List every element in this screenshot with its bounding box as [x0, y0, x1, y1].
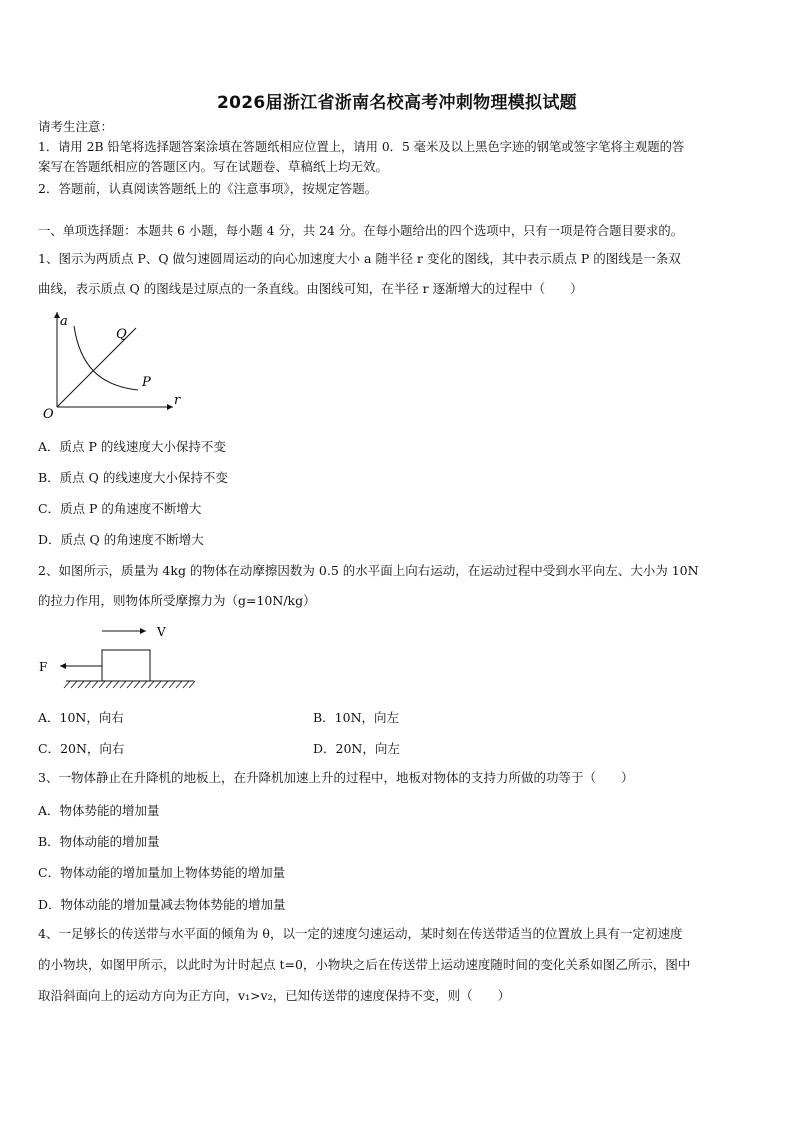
q3-option-d: D．物体动能的增加量减去物体势能的增加量	[38, 897, 286, 912]
page-title: 2026届浙江省浙南名校高考冲刺物理模拟试题	[217, 93, 577, 113]
question-1-line-2: 曲线，表示质点 Q 的图线是过原点的一条直线。由图线可知，在半径 r 逐渐增大的过程中（ ）	[38, 281, 583, 296]
notice-item-1-line-2: 案写在答题纸相应的答题区内。写在试题卷、草稿纸上均无效。	[38, 159, 389, 174]
origin-label: O	[43, 407, 54, 420]
q1-graph	[40, 308, 190, 420]
question-4-line-1: 4、一足够长的传送带与水平面的倾角为 θ，以一定的速度匀速运动，某时刻在传送带适当的位置放上具有一定初速度	[38, 926, 683, 941]
q1-option-d: D．质点 Q 的角速度不断增大	[38, 532, 204, 547]
force-label: F	[39, 660, 48, 674]
label-p: P	[142, 375, 151, 390]
q3-option-a: A．物体势能的增加量	[38, 803, 160, 818]
question-2-line-2: 的拉力作用，则物体所受摩擦力为（g=10N/kg）	[38, 593, 316, 608]
question-4-line-3: 取沿斜面向上的运动方向为正方向，v₁>v₂，已知传送带的速度保持不变，则（ ）	[38, 988, 511, 1003]
velocity-label: V	[157, 625, 166, 639]
q3-option-b: B．物体动能的增加量	[38, 834, 160, 849]
question-3-line-1: 3、一物体静止在升降机的地板上，在升降机加速上升的过程中，地板对物体的支持力所做的功等于（ ）	[38, 770, 634, 785]
q1-option-a: A．质点 P 的线速度大小保持不变	[38, 439, 226, 454]
question-1-line-1: 1、图示为两质点 P、Q 做匀速圆周运动的向心加速度大小 a 随半径 r 变化的图线，其中表示质点 P 的图线是一条双	[38, 251, 681, 266]
question-2-line-1: 2、如图所示，质量为 4kg 的物体在动摩擦因数为 0.5 的水平面上向右运动，在运动过程中受到水平向左、大小为 10N	[38, 563, 699, 578]
q2-option-c: C．20N，向右	[38, 741, 125, 756]
axis-label-r: r	[174, 393, 181, 408]
section-1-heading: 一、单项选择题：本题共 6 小题，每小题 4 分，共 24 分。在每小题给出的四个选项中，只有一项是符合题目要求的。	[38, 224, 683, 238]
q2-option-b: B．10N，向左	[313, 710, 400, 725]
block	[102, 650, 150, 681]
ground-hatching	[64, 681, 195, 688]
q2-figure	[36, 620, 201, 692]
label-q: Q	[116, 327, 127, 342]
notice-item-2: 2．答题前，认真阅读答题纸上的《注意事项》，按规定答题。	[38, 181, 378, 196]
axis-label-a: a	[60, 314, 68, 329]
question-4-line-2: 的小物块，如图甲所示，以此时为计时起点 t=0，小物块之后在传送带上运动速度随时间的变化关系如图乙所示，图中	[38, 957, 691, 972]
q3-option-c: C．物体动能的增加量加上物体势能的增加量	[38, 865, 286, 880]
q1-option-c: C．质点 P 的角速度不断增大	[38, 501, 202, 516]
notice-item-1-line-1: 1．请用 2B 铅笔将选择题答案涂填在答题纸相应位置上，请用 0．5 毫米及以上黑色字迹的钢笔或签字笔将主观题的答	[38, 140, 685, 154]
q1-option-b: B．质点 Q 的线速度大小保持不变	[38, 470, 228, 485]
q2-option-d: D．20N，向左	[313, 741, 400, 756]
q2-option-a: A．10N，向右	[38, 710, 124, 725]
notice-heading: 请考生注意：	[38, 119, 114, 134]
